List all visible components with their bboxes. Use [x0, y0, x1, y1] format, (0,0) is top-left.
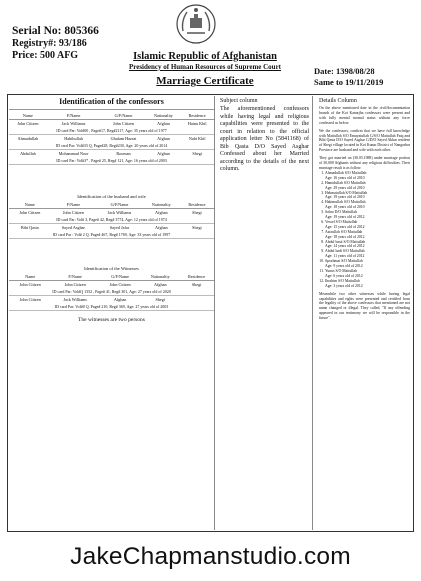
table-cell: Ghulam Hazrat [110, 136, 137, 141]
table-row [9, 224, 214, 232]
child-name: Abdul basit S/O Matiullah [325, 239, 366, 244]
identification-column [9, 96, 215, 530]
list-item [325, 279, 413, 289]
id-card-line: ID card Par: Vol#33 Q, Page#28, Reg#230, Age: 20 years old of 2014 [9, 142, 214, 150]
table-cell: Afghan [157, 151, 170, 156]
details-title: Details Column [319, 98, 357, 104]
child-name: Abdul hadi S/O Matiullah [325, 249, 365, 254]
child-name: Vessel S/O Matiullah [325, 219, 358, 224]
table-cell: Nabi Khil [188, 136, 206, 141]
table-header-row [9, 201, 214, 209]
list-item [325, 269, 413, 279]
child-name: Hekmatullah S/O Matiullah [325, 190, 368, 195]
column-header: G/F/Name [99, 273, 141, 281]
column-header: Name [9, 112, 47, 120]
table-cell: Jack Williams [63, 297, 87, 302]
price: Price: 500 AFG [12, 50, 79, 61]
table-row [9, 296, 214, 304]
table-cell: Abdullah [20, 151, 36, 156]
details-column [316, 96, 413, 530]
column-header: F/Name [51, 201, 97, 209]
witness-note: The witnesses are two persons [78, 317, 145, 323]
column-header: Residence [180, 112, 214, 120]
watermark-footer: JakeChapmanstudio.com [70, 543, 351, 570]
table-cell: Shegi [191, 282, 202, 287]
child-name: Azizullah S/O Matiullah [325, 229, 363, 234]
details-paragraph: We the confessors, confirm that we have full knowledge with Matiullah S/O Emayatullah G/S/O Matiullah Faiq and Bibi Qasta D/O Sayed Asghar G/D/O Sayed Akbar resident of Shegi village located in Kot Kunar District of Nangarhar Province are husband and wife with each other. [319, 128, 410, 153]
issue-date: Date: 1398/08/28 [314, 66, 375, 76]
column-header: Residence [180, 201, 214, 209]
table-cell: Shegi [192, 225, 202, 230]
husband-wife-table [9, 201, 214, 239]
table-header-row [9, 112, 214, 120]
list-item [325, 249, 413, 259]
table-row [9, 209, 214, 217]
column-header: G/F/Name [100, 112, 146, 120]
table-cell: John Citizen [19, 210, 41, 215]
id-card-line: ID card Par: Vol#Q 1352 , Page# 41, Reg# 301, Age: 27 years old of 2020 [9, 288, 214, 296]
table-cell: Jack Williams [61, 121, 86, 126]
table-header-row [9, 273, 214, 281]
column-header: Name [9, 201, 51, 209]
witnesses-title: Identification of the Witnesses [84, 266, 139, 271]
table-cell: Rooman [116, 151, 131, 156]
gregorian-date: Same to 19/11/2019 [314, 77, 384, 87]
list-item [325, 210, 413, 220]
table-cell: Afghan [157, 121, 170, 126]
table-cell: Habibullah [64, 136, 83, 141]
id-card-line: ID card Par: Vol# 3, Page# 42, Reg# 3774, Age: 12 years old of 1974 [9, 216, 214, 224]
table-cell: Afghan [154, 282, 167, 287]
table-row [9, 120, 214, 128]
table-cell: John Citizen [19, 297, 41, 302]
child-name: Ahmadullah S/O Matiullah [325, 170, 367, 175]
table-cell: Jack Williams [107, 210, 132, 215]
child-name: Spozhmai S/O Matiullah [325, 259, 363, 264]
child-name: Yunus S/O Matiullah [325, 269, 358, 273]
column-header: F/Name [47, 112, 101, 120]
id-card-line: ID card Par : Vol# 2 Q, Page# 467, Reg# 1769, Age: 33 years old of 1997 [9, 231, 214, 239]
table-cell: John Citizen [109, 282, 131, 287]
serial-number: Serial No: 805366 [12, 25, 99, 37]
id-card-line: ID card Par: Vol#0 Q, Page# 210, Reg# 369, Age: 27 years old of 2003 [9, 303, 214, 311]
registry-number: Registry#: 93/186 [12, 38, 87, 49]
table-cell: John Citizen [19, 282, 41, 287]
child-age: Age: 19 years old of 2010 [325, 195, 365, 200]
id-card-line: ID card Par: Vol#3* , Page# 25, Reg# 121, Age: 16 years old of 2003 [9, 157, 214, 165]
identification-title: Identification of the confessors [9, 96, 214, 110]
column-header: Nationality [143, 201, 180, 209]
republic-title: Islamic Republic of Afghanistan [133, 51, 277, 62]
table-row [9, 281, 214, 289]
list-item [325, 230, 413, 240]
child-age: Age: 18 years old of 2012 [325, 234, 365, 239]
table-cell: John Citizen [112, 121, 135, 126]
header-center [100, 50, 310, 89]
list-item [325, 171, 413, 181]
list-item [325, 240, 413, 250]
column-header: Nationality [141, 273, 179, 281]
child-name: Hamidullah S/O Matiullah [325, 180, 366, 185]
afghanistan-emblem-icon [175, 3, 217, 45]
id-card-line: ID card Par: Vol#00 , Page#17, Reg#2117, Age: 35 years old of 1977 [9, 127, 214, 135]
child-age: Age: 19 years old of 2012 [325, 215, 365, 220]
confessors-table [9, 112, 214, 165]
table-cell: Shegi [192, 151, 202, 156]
child-age: Age: 14 years old of 2012 [325, 244, 365, 249]
subject-column [217, 96, 313, 530]
children-list [316, 171, 413, 289]
list-item [325, 220, 413, 230]
details-paragraph: They got married on (30.05.1988) under marriage portion of 30,000 Afghanis without any religious difficulties. Their marriage result is as follow: [319, 156, 410, 170]
child-age: Age: 11 years old of 2012 [325, 254, 365, 259]
child-age: Age: 6 years old of 2012 [325, 273, 363, 278]
list-item [325, 181, 413, 191]
child-age: Age: 3 years old of 2012 [325, 283, 363, 288]
details-paragraph: On the above mentioned date in the civil/documentation branch of the Kot Kanarjha confessors were present and with fully mental normal status without any force confessed as below: [319, 106, 410, 125]
child-name: Hakimullah S/O Matiullah [325, 200, 366, 205]
table-cell: Sayed Jafar [109, 225, 130, 230]
table-cell: John Citizen [17, 121, 39, 126]
child-name: Ibrahim S/O Matiullah [325, 278, 360, 283]
table-cell: Afghan [155, 210, 168, 215]
child-age: Age: 29 years old of 2010 [325, 185, 365, 190]
list-item [325, 191, 413, 201]
table-cell: Afghan [113, 297, 127, 302]
header-right [314, 66, 419, 88]
list-item [325, 200, 413, 210]
table-cell: Shegi [155, 297, 166, 302]
child-age: Age: 9 years old of 2012 [325, 264, 363, 269]
table-row [9, 135, 214, 143]
column-header: Nationality [147, 112, 181, 120]
table-cell: Afghan [157, 136, 170, 141]
child-age: Age: 16 years old of 2010 [325, 175, 365, 180]
presidency-title: Presidency of Human Resources of Supreme Court [128, 63, 282, 71]
column-header: G/F/Name [96, 201, 143, 209]
subject-body: The aforementioned confessors while having legal and religious capabilities were presented to the court in relation to the official application letter No (5841168) of Bib Qasta D/O Sayed Asghar Confessed about her Married according to the details of the next column. [220, 106, 309, 172]
table-cell: John Citizen [64, 282, 86, 287]
table-cell [179, 296, 214, 304]
column-header: Residence [179, 273, 214, 281]
table-cell: Bibi Qasta [20, 225, 39, 230]
subject-title: Subject column [220, 98, 258, 104]
list-item [325, 259, 413, 269]
witnesses-table [9, 273, 214, 311]
column-header: Name [9, 273, 51, 281]
table-cell: Shegi [192, 210, 202, 215]
column-header: F/Name [51, 273, 99, 281]
table-cell: Hainu Khil [187, 121, 207, 126]
child-age: Age: 18 years old of 2010 [325, 205, 365, 210]
table-cell: John Citizen [62, 210, 84, 215]
child-age: Age: 15 years old of 2012 [325, 224, 365, 229]
child-name: Sahra D/O Matiullah [325, 210, 357, 215]
table-cell: Afghan [155, 225, 168, 230]
husband-wife-title: Identification of the husband and wife [77, 194, 146, 199]
table-row [9, 150, 214, 158]
table-cell: Mohammad Noor [58, 151, 89, 156]
table-cell: Sayed Asghar [61, 225, 85, 230]
table-cell: Ahmadullah [17, 136, 39, 141]
details-paragraph: Meanwhile two other witnesses while having legal capabilities and rights were presented and certified from the legality of the above confessors that mentioned are not name changed or illegal. They called, "If any offending appeared in our testimony we will be responsible in the future". [319, 291, 410, 321]
certificate-title: Marriage Certificate [156, 75, 254, 87]
